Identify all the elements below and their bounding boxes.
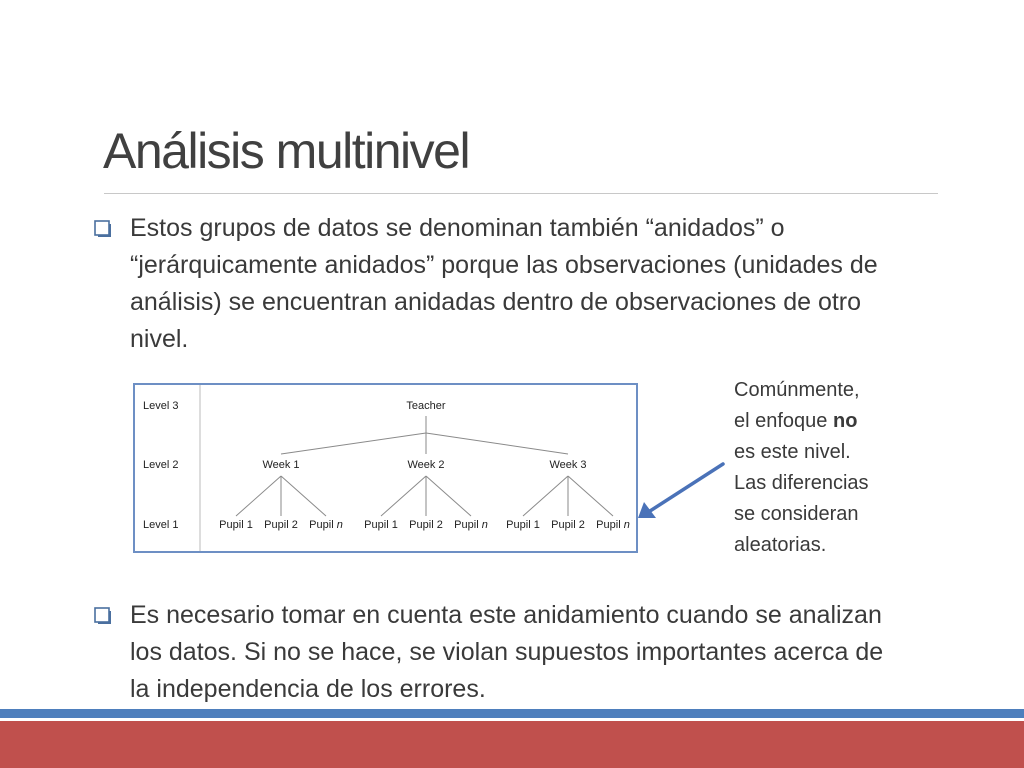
pupil-node-label: Pupil 2	[551, 519, 585, 531]
hierarchy-diagram	[133, 383, 638, 553]
level-label: Level 3	[143, 400, 179, 412]
level-label: Level 2	[143, 459, 179, 471]
callout-line-5: se consideran	[734, 503, 859, 525]
hierarchy-diagram-svg	[135, 385, 636, 551]
callout-line-2-text: el enfoque	[734, 410, 833, 432]
tree-edge	[236, 476, 281, 516]
slide-title: Análisis multinivel	[103, 123, 470, 179]
pupil-node-label: Pupil 1	[364, 519, 398, 531]
callout-line-3: es este nivel.	[734, 441, 851, 463]
pupil-node-label: Pupil 2	[409, 519, 443, 531]
week-node-label: Week 3	[549, 459, 587, 471]
tree-edge	[568, 476, 613, 516]
callout-line-1: Comúnmente,	[734, 379, 860, 401]
pupil-node-label: Pupil 1	[219, 519, 253, 531]
week-node-label: Week 2	[407, 459, 445, 471]
week-node-label: Week 1	[262, 459, 300, 471]
tree-edge	[523, 476, 568, 516]
bullet-item-1	[94, 210, 894, 358]
root-node-label: Teacher	[406, 400, 446, 412]
callout-note	[734, 375, 914, 561]
tree-edge	[281, 433, 426, 454]
callout-line-6: aleatorias.	[734, 534, 827, 556]
callout-line-4: Las diferencias	[734, 472, 869, 494]
checkbox-square-icon	[94, 607, 112, 625]
footer-band-red	[0, 721, 1024, 768]
arrow-pointing-left-icon	[630, 455, 730, 525]
checkbox-square-icon	[94, 220, 112, 238]
title-divider	[104, 193, 938, 194]
level-label: Level 1	[143, 519, 179, 531]
pupil-node-label: Pupil 1	[506, 519, 540, 531]
pupil-node-label: Pupil 2	[264, 519, 298, 531]
footer-band-blue	[0, 709, 1024, 718]
pupil-node-label: Pupil n	[596, 519, 630, 531]
callout-emphasis: no	[832, 410, 858, 432]
callout-line-2	[734, 406, 914, 437]
tree-edge	[426, 433, 568, 454]
pupil-node-label: Pupil n	[309, 519, 343, 531]
bullet-item-2	[94, 597, 904, 708]
bullet-text-1: Estos grupos de datos se denominan también “anidados” o “jerárquicamente anidados” porque las observaciones (unidades de análisis) se encuentran anidadas dentro de observaciones de otro nivel.	[130, 214, 878, 353]
bullet-text-2: Es necesario tomar en cuenta este anidamiento cuando se analizan los datos. Si no se hace, se violan supuestos importantes acerca de la independencia de los errores.	[130, 601, 884, 703]
pupil-node-label: Pupil n	[454, 519, 488, 531]
tree-edge	[381, 476, 426, 516]
tree-edge	[426, 476, 471, 516]
tree-edge	[281, 476, 326, 516]
